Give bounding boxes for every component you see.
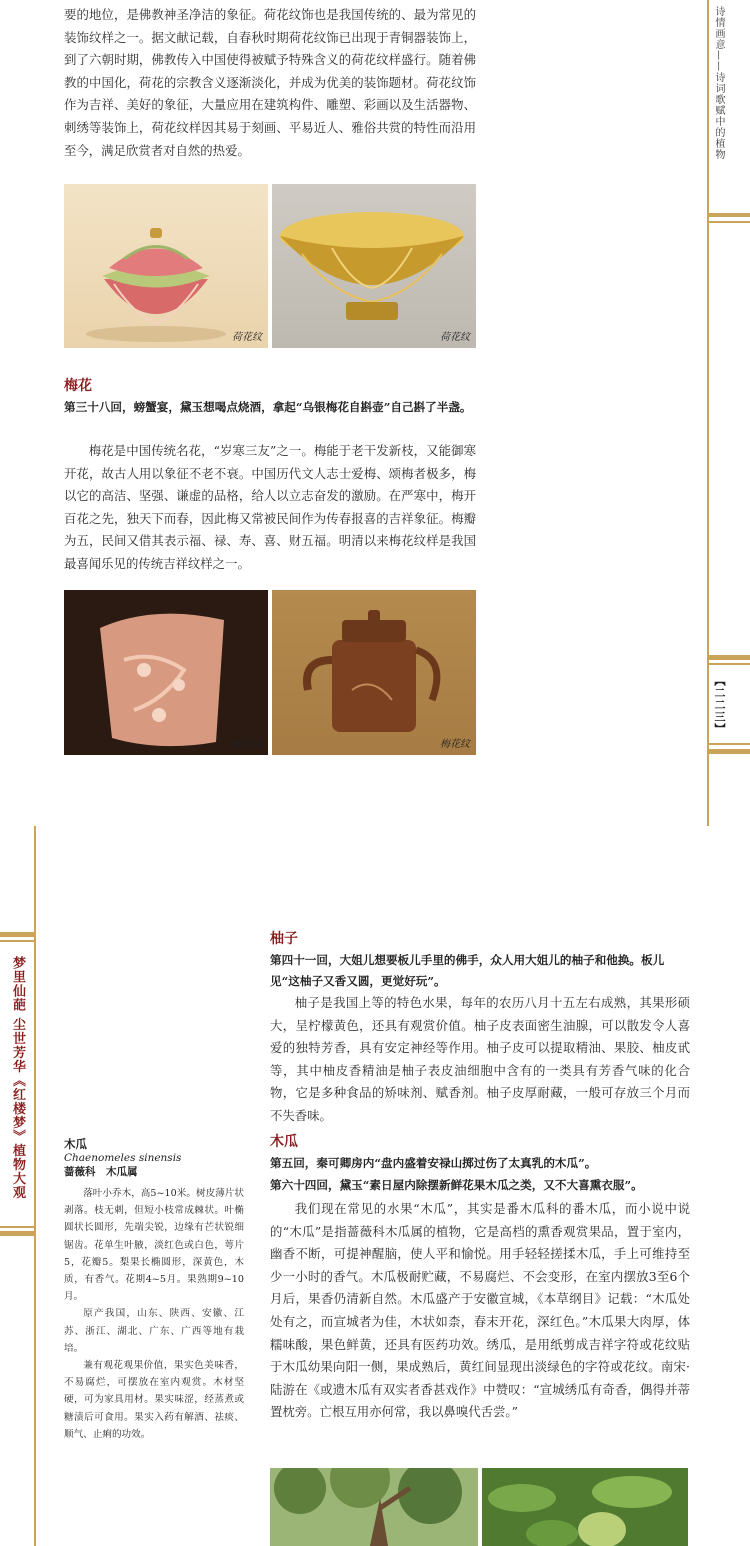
sidebar-name: 木瓜 (64, 1137, 87, 1151)
plum-caption-1: 梅花纹 (232, 739, 262, 750)
left-band-top (0, 932, 36, 937)
plum-paragraph: 梅花是中国传统名花，“岁寒三友”之一。梅能于老干发新枝，又能御寒开花，故古人用以象征不老不衰。中国历代文人志士爱梅、颂梅者极多，梅以它的高洁、坚强、谦虚的品格，给人以立志奋发的激励。在严寒中，梅开百花之先，独天下而春，因此梅又常被民间作为传春报喜的吉祥象征。梅瓣为五，民间又借其表示福、禄、寿、喜、财五福。明清以来梅花纹样是我国最喜闻乐见的传统吉祥纹样之一。 (64, 443, 476, 571)
sidebar-desc-2: 原产我国，山东、陕西、安徽、江苏、浙江、湖北、广东、广西等地有栽培。 (64, 1308, 244, 1354)
left-band-top-2 (0, 940, 36, 942)
lotus-bowl-photo (64, 184, 268, 348)
plum-caption-2: 梅花纹 (440, 739, 470, 750)
quince-title: 木瓜 (270, 1134, 298, 1150)
pomelo-title: 柚子 (270, 931, 298, 947)
plum-carving-photo (64, 590, 268, 755)
quince-quote-2: 第六十四回，黛玉“素日屋内除摆新鲜花果木瓜之类，又不大喜熏衣服”。 (270, 1178, 643, 1192)
plum-quote: 第三十八回，螃蟹宴，黛玉想喝点烧酒，拿起“乌银梅花自斟壶”自己斟了半盏。 (64, 400, 472, 414)
gold-bowl-image (272, 184, 476, 348)
plum-teapot-image (272, 590, 476, 755)
quince-fruit-image (482, 1468, 688, 1546)
lotus-paragraph: 要的地位，是佛教神圣净洁的象征。荷花纹饰也是我国传统的、最为常见的装饰纹样之一。据文献记载，自春秋时期荷花纹饰已出现于青铜器装饰上，到了六朝时期，佛教传入中国使得被赋予特殊含义的荷花纹样盛行。随着佛教的中国化，荷花的宗教含义逐渐淡化，并成为优美的装饰题材。荷花纹饰作为吉祥、美好的象征，大量应用在建筑构件、雕塑、彩画以及生活器物、刺绣等装饰上，荷花纹样因其易于刻画、平易近人、雅俗共赏的特性而沿用至今，满足欣赏者对自然的热爱。 (64, 7, 476, 158)
lotus-lidded-bowl-image (64, 184, 268, 348)
left-band-bottom-2 (0, 1231, 36, 1236)
right-band-top (707, 213, 750, 217)
gold-lotus-bowl-photo (272, 184, 476, 348)
page-number: 【二二三】 (713, 675, 726, 735)
lotus-caption-2: 荷花纹 (440, 332, 470, 343)
lotus-caption-1: 荷花纹 (232, 332, 262, 343)
right-band-page-4 (707, 749, 750, 754)
running-title-bottom: 梦里仙葩 尘世芳华《红楼梦》植物大观 (10, 956, 25, 1200)
right-band-page-2 (707, 663, 750, 665)
plum-carved-cup-image (64, 590, 268, 755)
right-gutter-line (707, 0, 709, 826)
sidebar-family: 蔷薇科 木瓜属 (64, 1166, 138, 1178)
plum-title: 梅花 (64, 378, 92, 394)
pomelo-paragraph: 柚子是我国上等的特色水果，每年的农历八月十五左右成熟，其果形硕大，呈柠檬黄色，还具有观赏价值。柚子皮表面密生油腺，可以散发令人喜爱的独特芳香，具有安定神经等作用。柚子皮可以提取精油、果胶、柚皮甙等，其中柚皮香精油是柚子表皮油细胞中含有的一类具有芳香气味的化合物，它是多种食品的矫味剂、赋香剂。柚子皮厚耐藏，一般可存放三个月而不失香味。 (270, 995, 690, 1123)
quince-quote-1: 第五回，秦可卿房内“盘内盛着安禄山掷过伤了太真乳的木瓜”。 (270, 1156, 597, 1170)
running-title-top: 诗情画意——诗词歌赋中的植物 (713, 6, 724, 160)
sidebar-desc-1: 落叶小乔木，高5~10米。树皮薄片状剥落。枝无刺，但短小枝常成棘状。叶椭圆状长圆形，先端尖锐，边缘有芒状锐细锯齿。花单生叶腋，淡红色或白色，萼片5，花瓣5。梨果长椭圆形，深黄色，木质，有香气。花期4~5月。果熟期9~10月。 (64, 1188, 244, 1303)
pomelo-quote: 第四十一回，大姐儿想要板儿手里的佛手，众人用大姐儿的柚子和他换。板儿见“这柚子又香又圆，更觉好玩”。 (270, 953, 665, 988)
page-bottom (0, 826, 750, 1546)
sidebar-note (64, 1136, 244, 1443)
right-band-top-2 (707, 221, 750, 223)
plum-teapot-photo (272, 590, 476, 755)
left-band-bottom (0, 1226, 36, 1228)
quince-fruit-photo (482, 1468, 688, 1546)
right-band-page (707, 655, 750, 660)
sidebar-desc-3: 兼有观花观果价值，果实色美味香，不易腐烂，可摆放在室内观赏。木材坚硬，可为家具用材。果实味涩，经蒸煮或糖渍后可食用。果实入药有解酒、祛痰、顺气、止痢的功效。 (64, 1360, 244, 1440)
right-band-page-3 (707, 743, 750, 745)
quince-tree-photo (270, 1468, 478, 1546)
quince-paragraph: 我们现在常见的水果“木瓜”，其实是番木瓜科的番木瓜，而小说中说的“木瓜”是指蔷薇科木瓜属的植物，它是高档的熏香观赏果品，置于室内，幽香不断，可提神醒脑，使人平和愉悦。用手轻轻搓揉木瓜，手上可维持至少一小时的香气。木瓜极耐贮藏，不易腐烂、不会变形，在室内摆放3至6个月后，果香仍清新自然。木瓜盛产于安徽宣城，《本草纲目》记载：“木瓜处处有之，而宣城者为佳，木状如柰，春末开花，深红色。”木瓜果大肉厚，体糯味酸，果色鲜黄，还具有医药功效。绣瓜，是用纸剪成吉祥字符或花纹贴于木瓜幼果向阳一侧，果成熟后，黄红间显现出淡绿色的字符或花纹。南宋·陆游在《或遗木瓜有双实者香甚戏作》中赞叹：“宣城绣瓜有奇香，偶得并蒂置枕旁。亡根互用亦何常，我以鼻嗅代舌尝。” (270, 1201, 690, 1420)
sidebar-latin: Chaenomeles sinensis (64, 1152, 182, 1164)
quince-tree-image (270, 1468, 478, 1546)
